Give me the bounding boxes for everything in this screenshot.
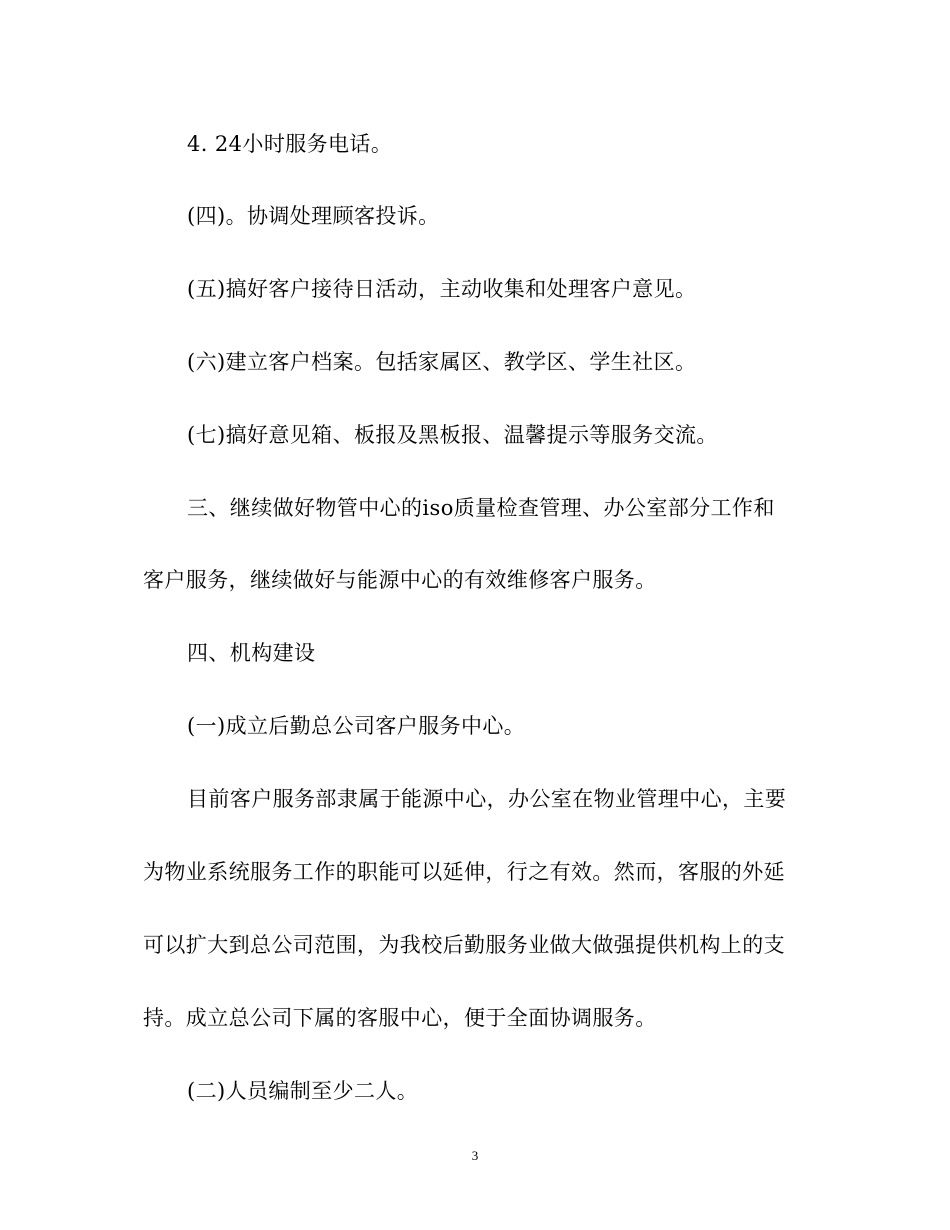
section-heading: 四、机构建设: [187, 641, 316, 665]
paragraph-line: (五)搞好客户接待日活动，主动收集和处理客户意见。: [187, 277, 697, 301]
page-number: 3: [471, 1148, 479, 1163]
paragraph-line: 三、继续做好物管中心的iso质量检查管理、办公室部分工作和: [187, 496, 775, 520]
paragraph-line: (六)建立客户档案。包括家属区、教学区、学生社区。: [187, 350, 697, 374]
paragraph-line: 可以扩大到总公司范围，为我校后勤服务业做大做强提供机构上的支: [143, 933, 785, 957]
paragraph-line: (二)人员编制至少二人。: [187, 1079, 419, 1103]
paragraph-line: 4. 24小时服务电话。: [187, 132, 393, 156]
paragraph-line: 客户服务，继续做好与能源中心的有效维修客户服务。: [143, 568, 657, 592]
paragraph-line: 持。成立总公司下属的客服中心，便于全面协调服务。: [143, 1006, 657, 1030]
paragraph-line: (七)搞好意见箱、板报及黑板报、温馨提示等服务交流。: [187, 423, 718, 447]
paragraph-line: 目前客户服务部隶属于能源中心，办公室在物业管理中心，主要: [187, 787, 787, 811]
paragraph-line: 为物业系统服务工作的职能可以延伸，行之有效。然而，客服的外延: [143, 860, 785, 884]
paragraph-line: (四)。协调处理顾客投诉。: [187, 204, 440, 228]
paragraph-line: (一)成立后勤总公司客户服务中心。: [187, 714, 526, 738]
